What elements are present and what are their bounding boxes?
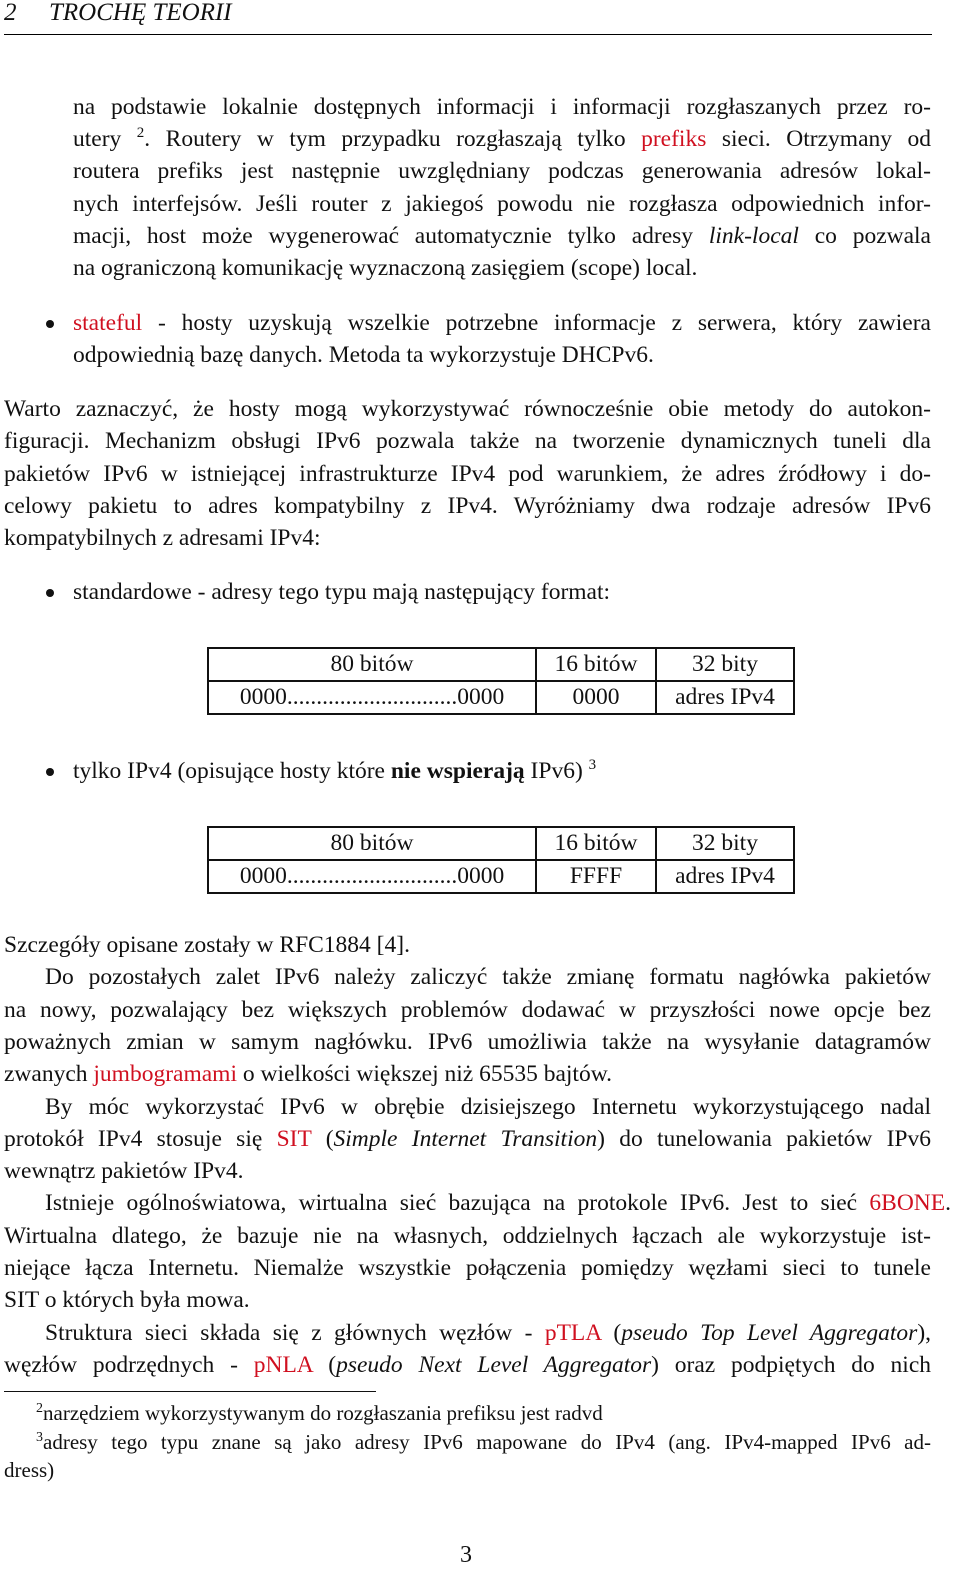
footnote-rule: [4, 1391, 376, 1392]
para4-line1: By móc wykorzystać IPv6 w obrębie dzisiejszego Internetu wykorzystującego nadal: [45, 1094, 931, 1120]
link-pnla[interactable]: pNLA: [253, 1352, 313, 1378]
para5-line3: niejące łącza Internetu. Niemalże wszystkie połączenia pomiędzy węzłami sieci to tunele: [4, 1255, 931, 1281]
chapter-number: 2: [4, 0, 17, 26]
table2-cell-mid: FFFF: [536, 860, 656, 893]
table1-cell-prefix: 0000.............................0000: [208, 681, 536, 714]
para2-line4: celowy pakietu to adres kompatybilny z IPv4. Wyróżniamy dwa rodzaje adresów IPv6: [4, 493, 931, 519]
para2-line2: figuracji. Mechanizm obsługi IPv6 pozwala także na tworzenie dynamicznych tuneli dla: [4, 428, 931, 454]
footnote-3-line1: $^3$adresy tego typu znane są jako adresy IPv6 mapowane do IPv4 (ang. IPv4-mapped IPv6 ad-: [36, 1430, 931, 1454]
bullet-ipv4only: [46, 768, 54, 776]
stateful-line2: odpowiednią bazę danych. Metoda ta wykorzystuje DHCPv6.: [73, 342, 654, 368]
running-header: [4, 0, 932, 35]
para5-line2: Wirtualna dlatego, że bazuje nie na własnych, oddzielnych łączach ale wykorzystuje ist-: [4, 1223, 931, 1249]
table2-header-80: 80 bitów: [208, 827, 536, 860]
footnote-3-line2: dress): [4, 1458, 55, 1482]
address-table-ipv4only: [207, 826, 795, 894]
para3-line3: poważnych zmian w samym nagłówku. IPv6 umożliwia także na wysyłanie datagramów: [4, 1029, 931, 1055]
footnote-ref-2[interactable]: 2: [136, 125, 145, 141]
para2-line3: pakietów IPv6 w istniejącej infrastrukturze IPv4 pod warunkiem, że adres źródłowy i do-: [4, 461, 931, 487]
address-table-standard: [207, 647, 795, 715]
table1-cell-mid: 0000: [536, 681, 656, 714]
para4-line3: wewnątrz pakietów IPv4.: [4, 1158, 244, 1184]
table1-header-32: 32 bity: [656, 648, 794, 681]
footnote-ref-3[interactable]: 3: [588, 757, 597, 773]
table2-header-32: 32 bity: [656, 827, 794, 860]
para3-line2: na nowy, pozwalający bez większych problemów dodawać w przyszłości nowe opcje bez: [4, 997, 931, 1023]
para3-line1: Do pozostałych zalet IPv6 należy zaliczyć także zmianę formatu nagłówka pakietów: [45, 964, 931, 990]
link-6bone[interactable]: 6BONE: [869, 1190, 946, 1216]
para5-line1: Istnieje ogólnoświatowa, wirtualna sieć bazująca na protokole IPv6. Jest to sieć 6BONE.: [45, 1190, 951, 1216]
chapter-title: TROCHĘ TEORII: [49, 0, 232, 26]
bullet-stateful: [46, 320, 54, 328]
para2-line5: kompatybilnych z adresami IPv4:: [4, 525, 321, 551]
bullet-standard: [46, 589, 54, 597]
stateful-line1: stateful - hosty uzyskują wszelkie potrzebne informacje z serwera, który zawiera: [73, 310, 931, 336]
footnote-2: $^2$narzędziem wykorzystywanym do rozgłaszania prefiksu jest radvd: [36, 1401, 603, 1425]
para1-line6: na ograniczoną komunikację wyznaczoną zasięgiem (scope) local.: [73, 255, 698, 281]
para1-line1: na podstawie lokalnie dostępnych informacji i informacji rozgłaszanych przez ro-: [73, 94, 931, 120]
standard-text: standardowe - adresy tego typu mają następujący format:: [73, 579, 611, 605]
page-number: 3: [460, 1542, 472, 1568]
table1-cell-ipv4: adres IPv4: [656, 681, 794, 714]
table1-header-16: 16 bitów: [536, 648, 656, 681]
table2-cell-prefix: 0000.............................0000: [208, 860, 536, 893]
table2-cell-ipv4: adres IPv4: [656, 860, 794, 893]
link-jumbogramami[interactable]: jumbogramami: [93, 1061, 237, 1087]
para6-line2: węzłów podrzędnych - pNLA (pseudo Next Level Aggregator) oraz podpiętych do nich: [4, 1352, 932, 1378]
link-prefiks[interactable]: prefiks: [641, 126, 707, 152]
para1-line4: nych interfejsów. Jeśli router z jakiegoś powodu nie rozgłasza odpowiednich infor-: [73, 191, 931, 217]
para3-line4: zwanych jumbogramami o wielkości większej niż 65535 bajtów.: [4, 1061, 613, 1087]
para5-line4: SIT o których była mowa.: [4, 1287, 250, 1313]
link-ptla[interactable]: pTLA: [544, 1320, 601, 1346]
para2-line1: Warto zaznaczyć, że hosty mogą wykorzystywać równocześnie obie metody do autokon-: [4, 396, 931, 422]
para6-line1: Struktura sieci składa się z głównych węzłów - pTLA (pseudo Top Level Aggregator),: [45, 1320, 932, 1346]
table1-header-80: 80 bitów: [208, 648, 536, 681]
rfc-line: Szczegóły opisane zostały w RFC1884 [4].: [4, 932, 410, 958]
para1-line2: utery $^2$. Routery w tym przypadku rozgłaszają tylko prefiks sieci. Otrzymany od: [73, 125, 931, 152]
link-stateful[interactable]: stateful: [73, 310, 143, 336]
para1-line5: macji, host może wygenerować automatycznie tylko adresy link-local co pozwala: [73, 223, 931, 249]
ipv4only-text: tylko IPv4 (opisujące hosty które nie wspierają IPv6) $^3$: [73, 757, 597, 784]
para1-line3: routera prefiks jest następnie uwzględniany podczas generowania adresów lokal-: [73, 158, 931, 184]
para4-line2: protokół IPv4 stosuje się SIT (Simple Internet Transition) do tunelowania pakietów IPv6: [4, 1126, 932, 1152]
link-sit[interactable]: SIT: [276, 1126, 312, 1152]
table2-header-16: 16 bitów: [536, 827, 656, 860]
